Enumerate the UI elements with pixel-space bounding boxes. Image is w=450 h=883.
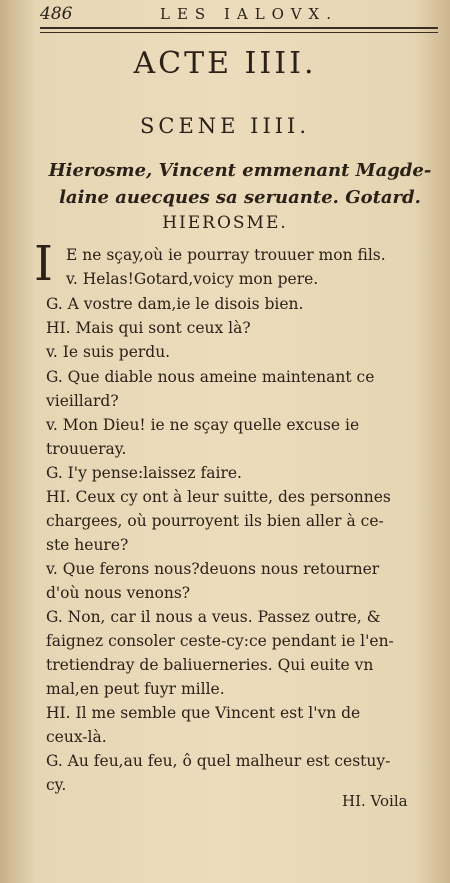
- text-line: d'où nous venons?: [46, 584, 191, 602]
- text-line: tretiendray de baliuerneries. Qui euite vn: [46, 656, 374, 674]
- header-rule: [40, 27, 438, 29]
- text-line: G. A vostre dam,ie le disois bien.: [46, 295, 304, 313]
- text-line: v. Helas!Gotard,voicy mon pere.: [66, 270, 319, 288]
- text-line: G. Au feu,au feu, ô quel malheur est cestuy-: [46, 752, 391, 770]
- text-line: chargees, où pourroyent ils bien aller à ce-: [46, 512, 384, 530]
- drop-capital: I: [34, 236, 53, 292]
- page-header: [40, 4, 440, 26]
- text-line: G. Que diable nous ameine maintenant ce: [46, 368, 375, 386]
- act-title: ACTE IIII.: [133, 46, 317, 81]
- stage-direction-line: Hierosme, Vincent emmenant Magde-: [48, 160, 432, 181]
- page-number: 486: [40, 4, 73, 24]
- text-line: v. Mon Dieu! ie ne sçay quelle excuse ie: [46, 416, 360, 434]
- text-line: vieillard?: [46, 392, 119, 410]
- speaker-heading: HIEROSME.: [162, 213, 288, 233]
- text-line: v. Ie suis perdu.: [46, 343, 171, 361]
- stage-direction-line: laine auecques sa seruante. Gotard.: [59, 187, 421, 208]
- text-line: faignez consoler ceste-cy:ce pendant ie l'en-: [46, 632, 394, 650]
- catchword: HI. Voila: [342, 792, 408, 810]
- text-line: G. Non, car il nous a veus. Passez outre, &: [46, 608, 381, 626]
- header-rule-thin: [40, 32, 438, 33]
- text-line: cy.: [46, 776, 67, 794]
- text-line: v. Que ferons nous?deuons nous retourner: [46, 560, 380, 578]
- text-line: G. I'y pense:laissez faire.: [46, 464, 242, 482]
- text-line: mal,en peut fuyr mille.: [46, 680, 225, 698]
- text-line: trouueray.: [46, 440, 127, 458]
- text-line: HI. Il me semble que Vincent est l'vn de: [46, 704, 361, 722]
- text-line: HI. Ceux cy ont à leur suitte, des personnes: [46, 488, 391, 506]
- text-line: ste heure?: [46, 536, 129, 554]
- text-line: ceux-là.: [46, 728, 107, 746]
- text-line: E ne sçay,où ie pourray trouuer mon fils.: [66, 246, 386, 264]
- scene-title: SCENE IIII.: [139, 114, 311, 138]
- running-head: LES IALOVX.: [160, 5, 338, 23]
- text-line: HI. Mais qui sont ceux là?: [46, 319, 251, 337]
